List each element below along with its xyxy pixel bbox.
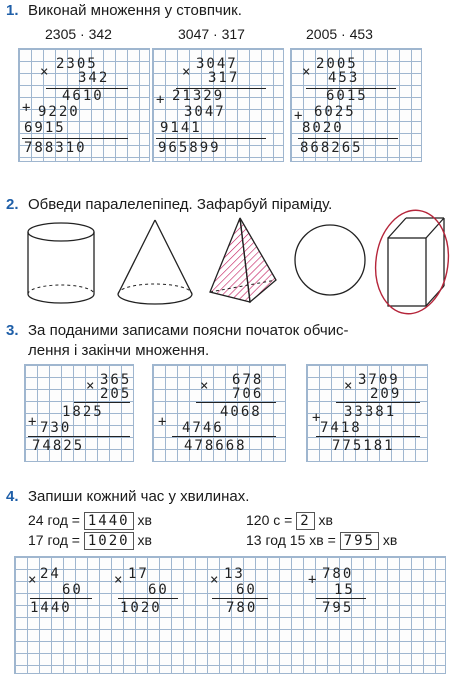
result: 795 (322, 600, 354, 616)
underline (336, 402, 420, 403)
multiplier: 706 (232, 386, 264, 402)
answer-box: 2 (296, 512, 314, 530)
underline (316, 436, 420, 437)
underline (30, 598, 92, 599)
addend: 15 (334, 582, 355, 598)
partial-product: 6025 (314, 104, 356, 120)
multiplicand: 2305 (56, 56, 98, 72)
multiplicand: 2005 (316, 56, 358, 72)
multiply-sign: × (344, 378, 353, 394)
plus-sign: + (158, 414, 167, 430)
partial-product: 4610 (62, 88, 104, 104)
answer-box: 1440 (84, 512, 134, 530)
unit: хв (318, 512, 333, 528)
label: 120 с = (246, 512, 293, 528)
multiplier: 60 (236, 582, 257, 598)
result: 775181 (332, 438, 395, 454)
cone-icon (114, 216, 196, 308)
answer-box: 1020 (84, 532, 134, 550)
multiplier: 205 (100, 386, 132, 402)
multiplier: 453 (328, 70, 360, 86)
partial-product: 9141 (160, 120, 202, 136)
multiplicand: 17 (128, 566, 149, 582)
multiply-sign: × (302, 64, 311, 80)
plus-sign: + (308, 572, 317, 588)
multiply-sign: × (200, 378, 209, 394)
partial-product: 9220 (38, 104, 80, 120)
partial-product: 1825 (62, 404, 104, 420)
task3-number: 3. (6, 322, 19, 339)
label: 13 год 15 хв = (246, 532, 336, 548)
partial-product: 3047 (184, 104, 226, 120)
result: 1440 (30, 600, 72, 616)
multiplier: 317 (208, 70, 240, 86)
underline (172, 436, 276, 437)
underline (28, 436, 130, 437)
multiplicand: 365 (100, 372, 132, 388)
task4-row1-right (246, 512, 333, 530)
label: 24 год = (28, 512, 80, 528)
partial-product: 6015 (326, 88, 368, 104)
task1-expression-2: 3047 · 317 (178, 26, 245, 42)
partial-product: 730 (40, 420, 72, 436)
multiplicand: 24 (40, 566, 61, 582)
parallelepiped-icon (370, 204, 454, 316)
result: 965899 (158, 140, 221, 156)
partial-product: 33381 (344, 404, 397, 420)
task1-expression-1: 2305 · 342 (45, 26, 112, 42)
result: 788310 (24, 140, 87, 156)
multiplier: 60 (62, 582, 83, 598)
partial-product: 7418 (320, 420, 362, 436)
partial-product: 21329 (172, 88, 225, 104)
underline (74, 402, 130, 403)
partial-product: 4068 (220, 404, 262, 420)
underline (212, 598, 268, 599)
result: 478668 (184, 438, 247, 454)
task4-row1-left (28, 512, 152, 530)
multiply-sign: × (114, 572, 123, 588)
multiplier: 209 (370, 386, 402, 402)
task2-number: 2. (6, 196, 19, 213)
underline (118, 598, 178, 599)
pyramid-icon (204, 214, 280, 306)
task4-row2-left (28, 532, 152, 550)
task4-row2-right (246, 532, 397, 550)
task4-number: 4. (6, 488, 19, 505)
task1-text: Виконай множення у стовпчик. (28, 2, 242, 19)
addend: 780 (322, 566, 354, 582)
multiplicand: 3047 (196, 56, 238, 72)
unit: хв (137, 512, 152, 528)
task1-expression-3: 2005 · 453 (306, 26, 373, 42)
result: 74825 (32, 438, 85, 454)
partial-product: 8020 (302, 120, 344, 136)
multiplicand: 13 (224, 566, 245, 582)
unit: хв (382, 532, 398, 548)
unit: хв (137, 532, 152, 548)
task2-text: Обведи паралелепіпед. Зафарбуй піраміду. (28, 196, 333, 213)
multiply-sign: × (28, 572, 37, 588)
circle-icon (292, 222, 368, 298)
underline (22, 138, 128, 139)
underline (316, 598, 366, 599)
underline (298, 138, 398, 139)
plus-sign: + (28, 414, 37, 430)
multiplier: 342 (78, 70, 110, 86)
result: 868265 (300, 140, 363, 156)
multiply-sign: × (210, 572, 219, 588)
task4-text: Запиши кожний час у хвилинах. (28, 488, 250, 505)
result: 1020 (120, 600, 162, 616)
task3-text-line1: За поданими записами поясни початок обчис- (28, 322, 349, 339)
partial-product: 6915 (24, 120, 66, 136)
partial-product: 4746 (182, 420, 224, 436)
plus-sign: + (294, 108, 303, 124)
answer-box: 795 (340, 532, 379, 550)
plus-sign: + (156, 92, 165, 108)
task3-text-line2: лення і закінчи множення. (28, 342, 210, 359)
multiply-sign: × (40, 64, 49, 80)
multiply-sign: × (182, 64, 191, 80)
plus-sign: + (312, 410, 321, 426)
underline (196, 402, 276, 403)
result: 780 (226, 600, 258, 616)
plus-sign: + (22, 100, 31, 116)
multiplier: 60 (148, 582, 169, 598)
multiplicand: 678 (232, 372, 264, 388)
cylinder-icon (22, 220, 100, 308)
label: 17 год = (28, 532, 80, 548)
multiply-sign: × (86, 378, 95, 394)
multiplicand: 3709 (358, 372, 400, 388)
task1-number: 1. (6, 2, 19, 19)
underline (156, 138, 266, 139)
